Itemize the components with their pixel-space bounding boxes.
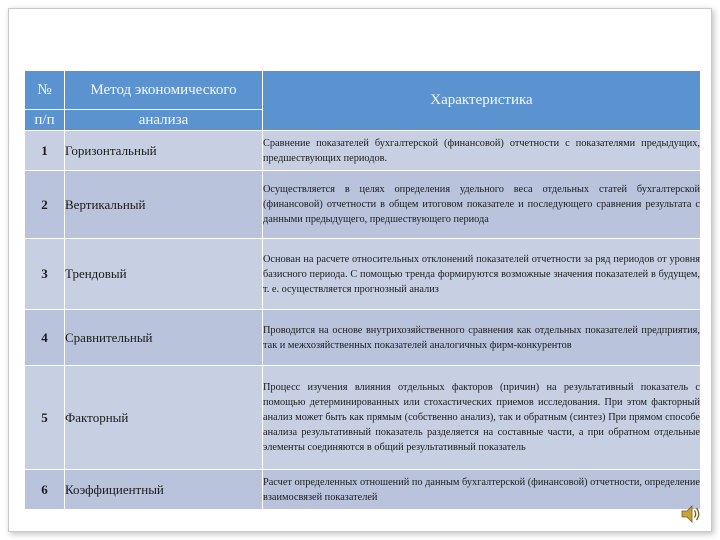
table-row bbox=[25, 310, 701, 366]
row-number: 2 bbox=[25, 171, 65, 239]
method-name: Факторный bbox=[65, 366, 263, 470]
table-row bbox=[25, 470, 701, 510]
speaker-icon[interactable] bbox=[680, 503, 702, 525]
header-method: Метод экономического bbox=[65, 71, 263, 110]
table-row bbox=[25, 131, 701, 171]
header-num: № bbox=[25, 71, 65, 110]
method-description: Осуществляется в целях определения удельного веса отдельных статей бухгалтерской (финансовой) отчетности в общем итоговом показателе и последующего сравнения результата с данными предыдущего, предшествующего периода bbox=[263, 171, 701, 239]
table-row bbox=[25, 239, 701, 310]
table-row bbox=[25, 366, 701, 470]
row-number: 5 bbox=[25, 366, 65, 470]
method-name: Коэффициентный bbox=[65, 470, 263, 510]
header-characteristic: Характеристика bbox=[263, 71, 701, 131]
header-num-sub: п/п bbox=[25, 110, 65, 131]
header-method-sub: анализа bbox=[65, 110, 263, 131]
method-name: Сравнительный bbox=[65, 310, 263, 366]
method-description: Расчет определенных отношений по данным бухгалтерской (финансовой) отчетности, определение взаимосвязей показателей bbox=[263, 470, 701, 510]
row-number: 3 bbox=[25, 239, 65, 310]
row-number: 1 bbox=[25, 131, 65, 171]
method-description: Основан на расчете относительных отклонений показателей отчетности за ряд периодов от уровня базисного периода. С помощью тренда формируются возможные значения показателей в будущем, т. е. осуществляется прогнозный анализ bbox=[263, 239, 701, 310]
methods-table bbox=[24, 70, 701, 510]
method-name: Горизонтальный bbox=[65, 131, 263, 171]
method-description: Процесс изучения влияния отдельных факторов (причин) на результативный показатель с помощью детерминированных или стохастических приемов исследования. При этом факторный анализ может быть как прямым (собственно анализ), так и обратным (синтез) При прямом способе анализа результативный показатель разделяется на составные части, а при обратном отдельные элементы соединяются в общий результативный показатель bbox=[263, 366, 701, 470]
row-number: 4 bbox=[25, 310, 65, 366]
row-number: 6 bbox=[25, 470, 65, 510]
method-name: Трендовый bbox=[65, 239, 263, 310]
table-row bbox=[25, 171, 701, 239]
method-description: Проводится на основе внутрихозяйственного сравнения как отдельных показателей предприятия, так и межхозяйственных показателей аналогичных фирм-конкурентов bbox=[263, 310, 701, 366]
method-name: Вертикальный bbox=[65, 171, 263, 239]
method-description: Сравнение показателей бухгалтерской (финансовой) отчетности с показателями предыдущих, предшествующих периодов. bbox=[263, 131, 701, 171]
